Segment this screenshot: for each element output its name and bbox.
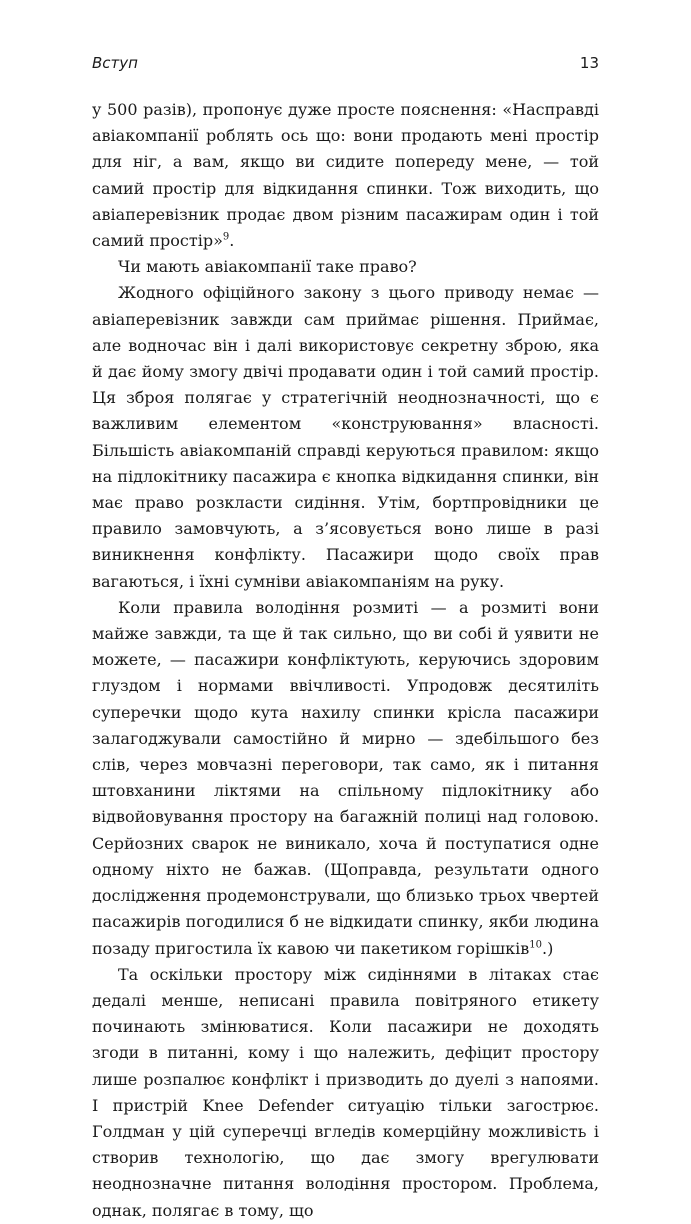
running-title: Вступ: [92, 54, 138, 72]
paragraph: [92, 97, 599, 254]
paragraph: [92, 962, 599, 1224]
paragraph-text: у 500 разів), пропонує дуже просте пояснення: «Насправді авіакомпанії роблять ось що: вони продають мені простір для ніг, а вам, якщо ви сидите попереду мене, — той самий простір для відкидання спинки. Тож виходить, що авіаперевізник продає двом різним пасажирам один і той самий простір»: [92, 100, 599, 251]
paragraph-tail: .): [541, 938, 554, 958]
page-number: 13: [579, 54, 599, 72]
body-text: [92, 97, 599, 1224]
paragraph-text: Коли правила володіння розмиті — а розмиті вони майже завжди, та ще й так сильно, що ви собі й уявити не можете, — пасажири конфліктують, керуючись здоровим глуздом і нормами ввічливості. Упродовж десятиліть суперечки щодо кута нахилу спинки крісла пасажири залагоджували самостійно й мирно — здебільшого без слів, через мовчазні переговори, так само, як і питання штовханини ліктями на спільному підлокітнику або відвойовування простору на багажній полиці над головою. Серйозних сварок не виникало, хоча й поступатися одне одному ніхто не бажав. (Щоправда, результати одного дослідження продемонстрували, що близько трьох чвертей пасажирів погодилися б не відкидати спинку, якби людина позаду пригостила їх кавою чи пакетиком горішків: [92, 597, 599, 958]
paragraph: [92, 280, 599, 594]
running-header: [92, 54, 599, 78]
paragraph-text: Чи мають авіакомпанії таке право?: [118, 257, 417, 277]
footnote-marker[interactable]: 9: [222, 231, 230, 243]
paragraph: [92, 595, 599, 962]
paragraph-text: Та оскільки простору між сидіннями в літаках стає дедалі менше, неписані правила повітряного етикету починають змінюватися. Коли пасажири не доходять згоди в питанні, кому і що належить, дефіцит простору лише розпалює конфлікт і призводить до дуелі з напоями. І пристрій Knee Defender ситуацію тільки загострює. Голдман у цій суперечці вгледів комерційну можливість і створив технологію, що дає змогу врегулювати неоднозначне питання володіння простором. Проблема, однак, полягає в тому, що: [92, 964, 599, 1220]
paragraph-text: Жодного офіційного закону з цього приводу немає — авіаперевізник завжди сам приймає рішення. Приймає, але водночас він і далі використовує секретну зброю, яка й дає йому змогу двічі продавати один і той самий простір. Ця зброя полягає у стратегічній неоднозначності, що є важливим елементом «конструювання» власності. Більшість авіакомпаній справді керуються правилом: якщо на підлокітнику пасажира є кнопка відкидання спинки, він має право розкласти сидіння. Утім, бортпровідники це правило замовчують, а з’ясовується воно лише в разі виникнення конфлікту. Пасажири щодо своїх прав вагаються, і їхні сумніви авіакомпаніям на руку.: [92, 283, 599, 591]
paragraph: [92, 254, 599, 280]
paragraph-tail: .: [229, 231, 235, 251]
footnote-marker[interactable]: 10: [529, 939, 542, 951]
